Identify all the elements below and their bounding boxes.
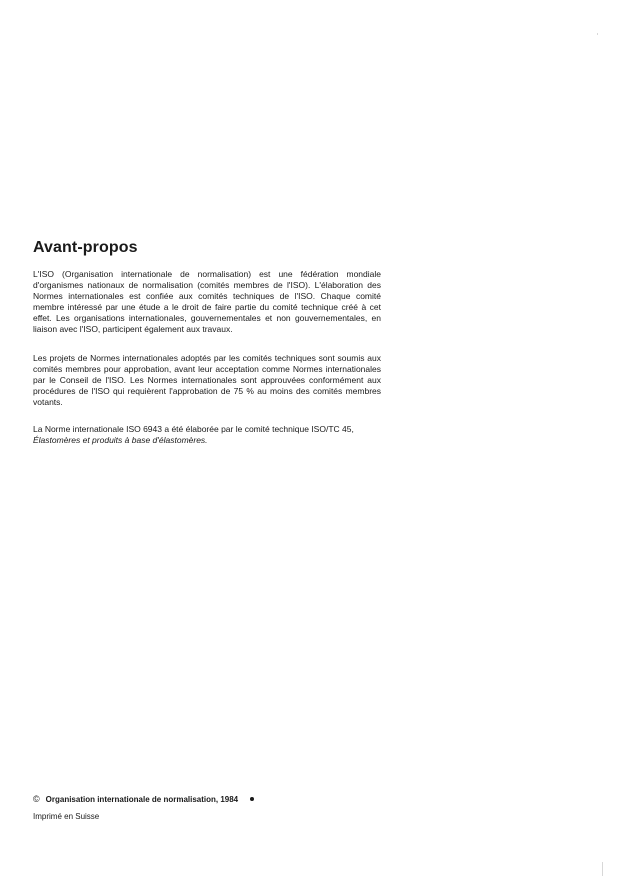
committee-title: Élastomères et produits à base d'élastomères. <box>33 435 208 445</box>
foreword-paragraph-3 <box>33 424 381 446</box>
foreword-title: Avant-propos <box>33 239 138 256</box>
foreword-paragraph-3-text: La Norme internationale ISO 6943 a été élaborée par le comité technique ISO/TC 45, <box>33 424 354 434</box>
foreword-paragraph-1: L'ISO (Organisation internationale de normalisation) est une fédération mondiale d'organismes nationaux de normalisation (comités membres de l'ISO). L'élaboration des Normes internationales est confiée aux comités techniques de l'ISO. Chaque comité membre intéressé par une étude a le droit de faire partie du comité technique créé à cet effet. Les organisations internationales, gouvernementales et non gouvernementales, en liaison avec l'ISO, participent également aux travaux. <box>33 269 381 334</box>
copyright-icon: © <box>33 794 40 804</box>
copyright-line <box>33 794 254 804</box>
copyright-text: Organisation internationale de normalisation, 1984 <box>45 794 239 804</box>
scan-speck <box>597 33 598 35</box>
bullet-icon <box>250 797 254 801</box>
foreword-paragraph-2: Les projets de Normes internationales adoptés par les comités techniques sont soumis aux comités membres pour approbation, avant leur acceptation comme Normes internationales par le Conseil de l'ISO. Les Normes internationales sont approuvées conformément aux procédures de l'ISO qui requièrent l'approbation de 75 % au moins des comités membres votants. <box>33 353 381 407</box>
imprint-text: Imprimé en Suisse <box>33 812 100 821</box>
scan-speck <box>602 862 603 876</box>
